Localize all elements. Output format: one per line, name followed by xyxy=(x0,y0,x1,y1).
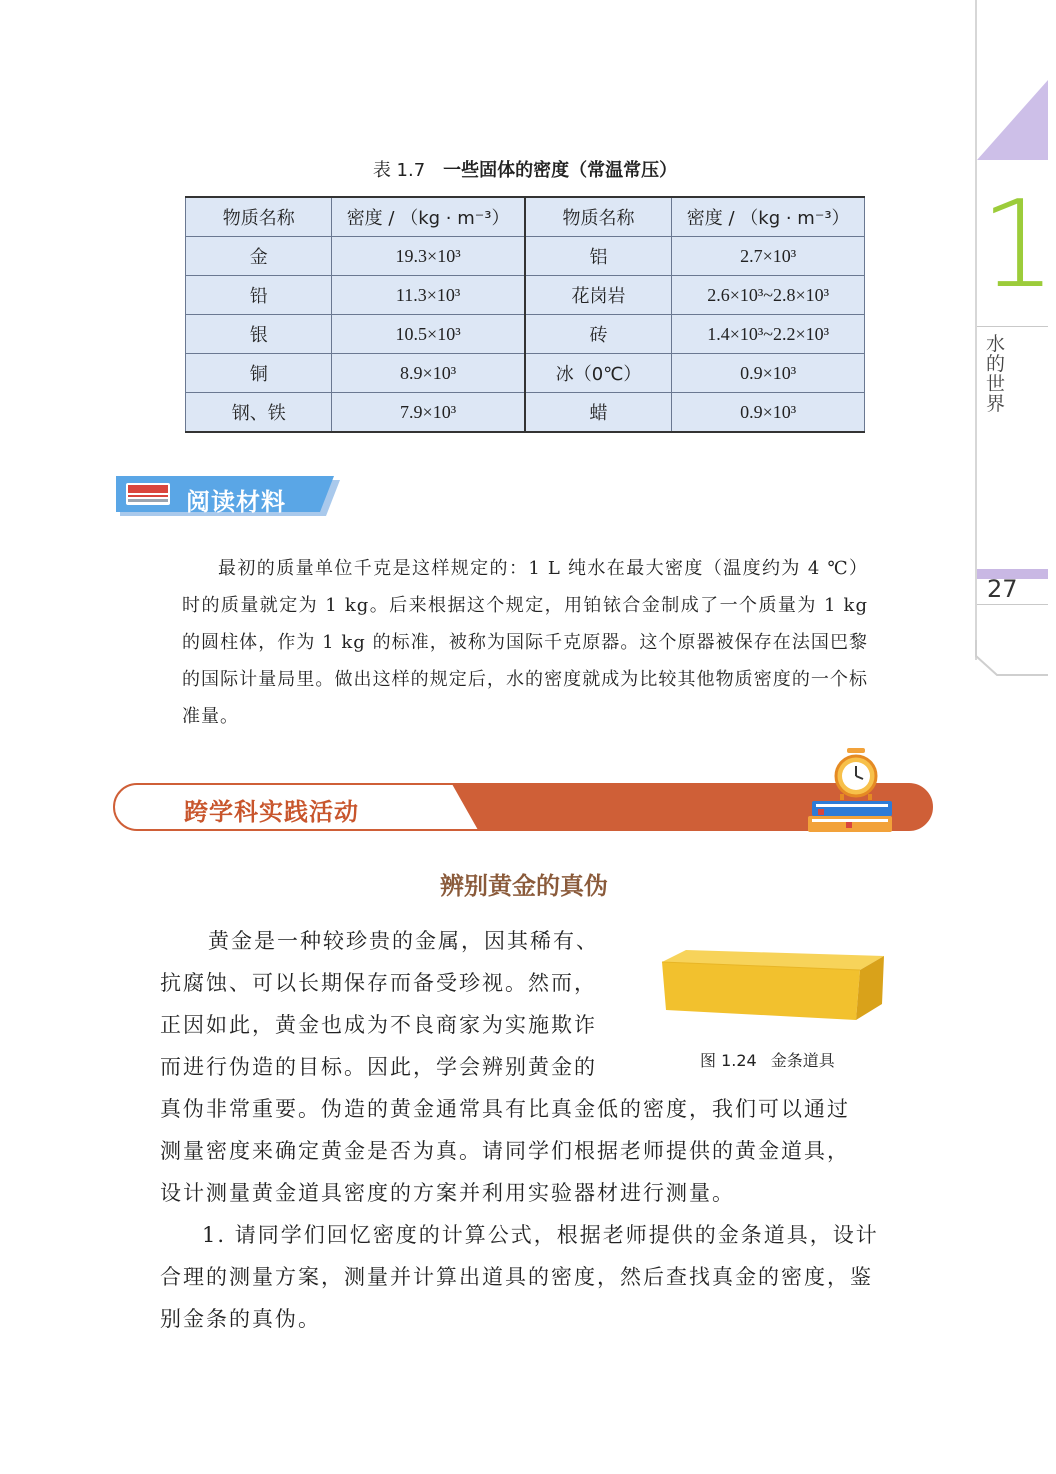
table-header-cell: 物质名称 xyxy=(186,197,332,237)
book-icon xyxy=(126,483,170,505)
paragraph-line: 而进行伪造的目标。因此，学会辨别黄金的 xyxy=(160,1055,597,1079)
section-title: 辨别黄金的真伪 xyxy=(440,872,608,900)
table-cell: 冰（0℃） xyxy=(525,354,672,393)
table-cell: 金 xyxy=(186,237,332,276)
table-cell: 11.3×10³ xyxy=(332,276,525,315)
paragraph-line: 测量密度来确定黄金是否为真。请同学们根据老师提供的黄金道具， xyxy=(160,1139,850,1163)
table-caption-number: 表 1.7 xyxy=(372,160,426,181)
reading-title: 阅读材料 xyxy=(186,488,286,516)
paragraph-line: 真伪非常重要。伪造的黄金通常具有比真金低的密度，我们可以通过 xyxy=(160,1097,850,1121)
page-number: 27 xyxy=(987,575,1018,603)
figure-caption-text: 金条道具 xyxy=(770,1051,835,1070)
table-cell: 银 xyxy=(186,315,332,354)
table-cell: 铝 xyxy=(525,237,672,276)
sidebar-divider xyxy=(977,326,1048,327)
chapter-number: 1 xyxy=(980,176,1056,315)
table-cell: 2.7×10³ xyxy=(672,237,865,276)
sidebar-triangle-decoration xyxy=(977,80,1048,160)
table-header-row xyxy=(186,197,865,237)
table-header-cell: 物质名称 xyxy=(525,197,672,237)
paragraph-line: 正因如此，黄金也成为不良商家为实施欺诈 xyxy=(160,1013,597,1037)
table-caption-title: 一些固体的密度（常温常压） xyxy=(443,160,678,181)
density-table xyxy=(185,196,865,433)
table-cell: 砖 xyxy=(525,315,672,354)
reading-text: 最初的质量单位千克是这样规定的：1 L 纯水在最大密度（温度约为 4 ℃）时的质量就定为 1 kg。后来根据这个规定，用铂铱合金制成了一个质量为 1 kg 的圆柱体，作为 1 kg 的标准，被称为国际千克原器。这个原器被保存在法国巴黎的国际计量局里。做出这样的规定后，水的密度就成为比较其他物质密度的一个标准量。 xyxy=(182,558,868,727)
alarm-clock-icon xyxy=(836,748,876,800)
table-row xyxy=(186,237,865,276)
table-cell: 1.4×10³~2.2×10³ xyxy=(672,315,865,354)
table-caption xyxy=(185,156,865,182)
table-header-cell: 密度 / （kg · m⁻³） xyxy=(332,197,525,237)
table-cell: 7.9×10³ xyxy=(332,393,525,433)
table-cell: 铜 xyxy=(186,354,332,393)
table-cell: 2.6×10³~2.8×10³ xyxy=(672,276,865,315)
paragraph-line: 设计测量黄金道具密度的方案并利用实验器材进行测量。 xyxy=(160,1181,735,1205)
sidebar-divider xyxy=(977,604,1048,605)
table-cell: 钢、铁 xyxy=(186,393,332,433)
sidebar-corner-decoration xyxy=(975,640,1048,676)
table-row xyxy=(186,393,865,433)
table-cell: 19.3×10³ xyxy=(332,237,525,276)
activity-title: 跨学科实践活动 xyxy=(184,798,359,826)
books-icon xyxy=(808,801,892,832)
table-row xyxy=(186,315,865,354)
paragraph-line: 抗腐蚀、可以长期保存而备受珍视。然而， xyxy=(160,971,597,995)
chapter-title: 水的世界 xyxy=(986,333,1006,415)
table-cell: 0.9×10³ xyxy=(672,393,865,433)
table-cell: 0.9×10³ xyxy=(672,354,865,393)
table-cell: 花岗岩 xyxy=(525,276,672,315)
table-cell: 蜡 xyxy=(525,393,672,433)
table-row xyxy=(186,354,865,393)
table-cell: 10.5×10³ xyxy=(332,315,525,354)
table-cell: 8.9×10³ xyxy=(332,354,525,393)
table-cell: 铅 xyxy=(186,276,332,315)
table-header-cell: 密度 / （kg · m⁻³） xyxy=(672,197,865,237)
body-paragraph xyxy=(160,920,890,1214)
table-row xyxy=(186,276,865,315)
figure-number: 图 1.24 xyxy=(700,1051,757,1070)
paragraph-line: 黄金是一种较珍贵的金属，因其稀有、 xyxy=(208,929,599,953)
body-paragraph: 1. 请同学们回忆密度的计算公式，根据老师提供的金条道具，设计合理的测量方案，测量并计算出道具的密度，然后查找真金的密度，鉴别金条的真伪。 xyxy=(160,1223,879,1331)
